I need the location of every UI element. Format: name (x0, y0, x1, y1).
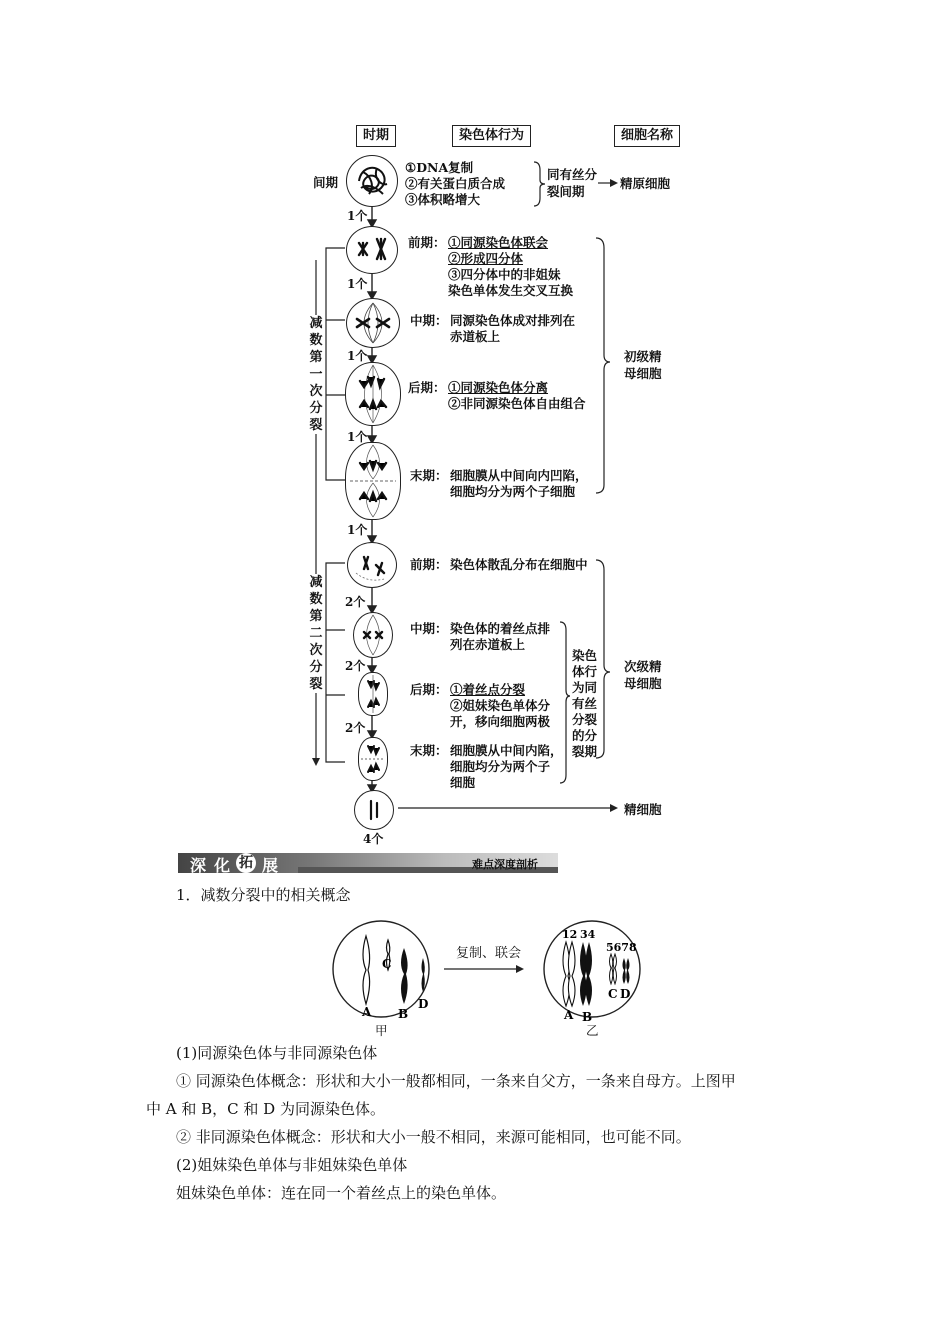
chromosome-A (363, 936, 370, 1004)
tetrad-CD (610, 954, 617, 984)
fig-arrow-label: 复制、联会 (456, 946, 522, 961)
tetrad-icon (347, 227, 397, 273)
m2-metaphase-1-text: 染色体的着丝点排 (450, 621, 551, 636)
interphase-cell (346, 155, 398, 207)
para-2: (1)同源染色体与非同源染色体 (176, 1044, 378, 1062)
tetrad-AB (563, 942, 575, 1006)
m2-telophase-2: 细胞均分为两个子 (450, 759, 551, 774)
para-6: 姐妹染色单体：连在同一个着丝点上的染色单体。 (176, 1184, 507, 1202)
count-4: 1个 (347, 430, 368, 444)
para-3a: ① 同源染色体概念：形状和大小一般都相同，一条来自父方，一条来自母方。上图甲 (176, 1072, 736, 1090)
fig-label-12: 12 (562, 928, 578, 941)
m1-metaphase-label: 中期： (410, 313, 448, 328)
m1-prophase-label: 前期： (408, 235, 446, 250)
banner-char-4: 展 (262, 856, 279, 875)
para-3b: 中 A 和 B，C 和 D 为同源染色体。 (146, 1100, 385, 1118)
header-period: 时期 (356, 125, 396, 147)
count-6: 2个 (345, 595, 366, 609)
m1-telophase-label: 末期： (410, 468, 448, 483)
m2-prophase-text: 染色体散乱分布在细胞中 (450, 557, 588, 572)
cell-name-sperm: 精细胞 (624, 802, 662, 817)
m2-metaphase-1 (450, 620, 550, 637)
chromosome-B (401, 948, 408, 1004)
m1-anaphase-cell (345, 362, 401, 426)
banner-char-2: 化 (214, 856, 231, 875)
m1-prophase-2: ②形成四分体 (448, 251, 524, 266)
scattered-chromosomes-icon (348, 543, 396, 587)
m2-prophase-cell (347, 542, 397, 588)
interphase-event-3: ③体积略增大 (405, 192, 481, 207)
interphase-event-1: ①DNA复制 (405, 160, 474, 175)
fig-label-5678: 5678 (606, 941, 637, 954)
meiosis-2-label: 减数第二次分裂 (309, 575, 323, 692)
banner-right: 难点深度剖析 (472, 858, 538, 871)
count-7: 2个 (345, 659, 366, 673)
fig-label-D: D (418, 997, 429, 1011)
para-5: (2)姐妹染色单体与非姐妹染色单体 (176, 1156, 408, 1174)
count-9: 4个 (363, 832, 384, 846)
homologous-figure (330, 918, 650, 1038)
sperm-cell (354, 790, 394, 830)
fig-label-A: A (362, 1005, 372, 1019)
fig-label-C: C (382, 957, 392, 971)
m2-telophase-1: 细胞膜从中间内陷， (450, 743, 563, 758)
fig-label-34: 34 (580, 928, 596, 941)
m2-anaphase-2: ②姐妹染色单体分 (450, 698, 551, 713)
section-banner (178, 853, 558, 873)
fig-caption-left: 甲 (375, 1023, 388, 1038)
header-behavior: 染色体行为 (452, 125, 531, 147)
count-1: 1个 (347, 209, 368, 223)
m2-metaphase-2: 列在赤道板上 (450, 637, 526, 652)
interphase-event-2: ②有关蛋白质合成 (405, 176, 506, 191)
banner-char-1: 深 (190, 856, 207, 875)
m2-telophase-cell (358, 737, 388, 781)
tetrad-B-dark (580, 942, 592, 1006)
fig-label-B: B (398, 1007, 409, 1021)
m2-anaphase-icon (359, 673, 387, 715)
m2-metaphase-icon (354, 613, 392, 657)
m1-prophase-3: ③四分体中的非姐妹 (448, 267, 561, 282)
m2-metaphase-label: 中期： (410, 621, 448, 636)
para-1: 1．减数分裂中的相关概念 (176, 886, 351, 904)
m1-metaphase-1: 同源染色体成对排列在 (450, 313, 576, 328)
m2-anaphase-1: ①着丝点分裂 (450, 682, 526, 697)
m2-note: 染色 体行 为同 有丝 分裂 的分 裂期 (572, 648, 598, 759)
header-cell-name: 细胞名称 (614, 125, 680, 147)
anaphase-separation-icon (346, 363, 400, 425)
fig-label-B2: B (582, 1010, 593, 1024)
m1-anaphase-2: ②非同源染色体自由组合 (448, 396, 586, 411)
count-2: 1个 (347, 277, 368, 291)
interphase-same-as: 同有丝分 裂间期 (547, 167, 598, 199)
count-8: 2个 (345, 721, 366, 735)
m1-telophase-cell (345, 442, 401, 520)
count-3: 1个 (347, 349, 368, 363)
metaphase-spindle-icon (347, 299, 399, 347)
meiosis-1-label: 减数第一次分裂 (309, 316, 323, 433)
m2-telophase-icon (359, 738, 387, 780)
sperm-chromosome-icon (355, 791, 393, 829)
banner-char-3: 拓 (236, 853, 256, 873)
m2-telophase-label: 末期： (410, 743, 448, 758)
m2-metaphase-cell (353, 612, 393, 658)
count-5: 1个 (347, 523, 368, 537)
cell-name-secondary-spermatocyte: 次级精 母细胞 (624, 659, 662, 691)
m1-anaphase-label: 后期： (408, 380, 446, 395)
m1-prophase-4: 染色单体发生交叉互换 (448, 283, 574, 298)
m1-prophase-cell (346, 226, 398, 274)
interphase-label: 间期 (313, 175, 339, 190)
cell-name-primary-spermatocyte: 初级精 母细胞 (624, 349, 662, 381)
m2-anaphase-3: 开，移向细胞两极 (450, 714, 551, 729)
fig-label-C2: C (608, 987, 618, 1001)
m2-anaphase-label: 后期： (410, 682, 448, 697)
para-4: ② 非同源染色体概念：形状和大小一般不相同，来源可能相同，也可能不同。 (176, 1128, 691, 1146)
m2-prophase-label: 前期： (410, 557, 448, 572)
m1-telophase-1: 细胞膜从中间向内凹陷， (450, 468, 588, 483)
chromosome-D (422, 958, 425, 992)
tangled-chromatin-icon (347, 156, 397, 206)
m1-telophase-2: 细胞均分为两个子细胞 (450, 484, 576, 499)
cell-name-spermatogonium: 精原细胞 (620, 176, 671, 191)
fig-label-D2: D (620, 987, 631, 1001)
fig-caption-right: 乙 (586, 1023, 599, 1038)
m2-anaphase-cell (358, 672, 388, 716)
m1-prophase-1: ①同源染色体联会 (448, 235, 549, 250)
m1-metaphase-cell (346, 298, 400, 348)
fig-label-A2: A (564, 1008, 574, 1022)
m1-anaphase-1: ①同源染色体分离 (448, 380, 549, 395)
m2-telophase-3: 细胞 (450, 775, 476, 790)
telophase-cleavage-icon (346, 443, 400, 519)
m1-metaphase-2: 赤道板上 (450, 329, 501, 344)
